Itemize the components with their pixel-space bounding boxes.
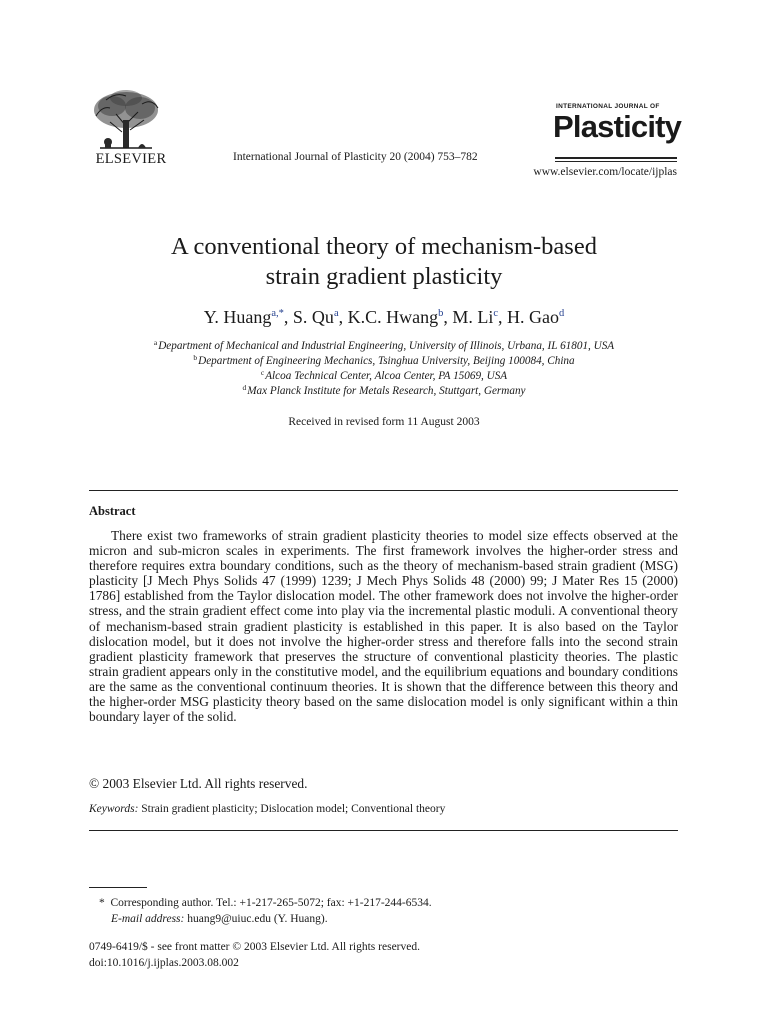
title-line: strain gradient plasticity — [265, 263, 503, 290]
email-label: E-mail address: — [111, 913, 185, 925]
author-separator: , — [283, 307, 293, 327]
author-affiliation-marker[interactable]: a,* — [271, 308, 284, 319]
footnote-marker: * — [99, 897, 105, 909]
author-name: K.C. Hwang — [347, 307, 439, 327]
affiliation — [60, 354, 708, 369]
footnote-line — [99, 911, 432, 927]
author-name: H. Gao — [507, 307, 560, 327]
journal-kicker: INTERNATIONAL JOURNAL OF — [556, 103, 660, 110]
keywords — [89, 803, 445, 815]
email-address[interactable]: huang9@uiuc.edu (Y. Huang). — [187, 913, 328, 925]
affiliation-marker: d — [242, 383, 247, 392]
affiliation-text: Department of Engineering Mechanics, Tsinghua University, Beijing 100084, China — [198, 355, 575, 367]
author-affiliation-marker[interactable]: b — [438, 308, 444, 319]
author-separator: , — [338, 307, 348, 327]
front-matter — [89, 939, 420, 971]
publisher-name: ELSEVIER — [95, 151, 167, 167]
journal-wordmark: Plasticity — [553, 109, 682, 144]
footnote-line — [99, 895, 432, 911]
author-name: S. Qu — [292, 307, 334, 327]
author-name: M. Li — [452, 307, 494, 327]
affiliation — [60, 369, 708, 384]
affiliation-text: Department of Mechanical and Industrial Engineering, University of Illinois, Urbana, IL 61801, USA — [158, 340, 615, 352]
affiliation-marker: c — [260, 368, 265, 377]
keywords-text: Strain gradient plasticity; Dislocation model; Conventional theory — [141, 803, 446, 815]
abstract-heading: Abstract — [89, 504, 136, 518]
author-separator: , — [443, 307, 453, 327]
header-rule — [555, 157, 677, 159]
affiliation — [60, 339, 708, 354]
abstract-copyright: © 2003 Elsevier Ltd. All rights reserved. — [89, 776, 308, 791]
journal-url[interactable]: www.elsevier.com/locate/ijplas — [533, 166, 677, 178]
author-affiliation-marker[interactable]: a — [333, 308, 339, 319]
affiliation-text: Alcoa Technical Center, Alcoa Center, PA 15069, USA — [265, 370, 508, 382]
header-rule — [555, 161, 677, 162]
abstract-body: There exist two frameworks of strain gradient plasticity theories to model size effects observed at the micron and sub-micron scales in experiments. The first framework involves the higher-order stress and therefore requires extra boundary conditions, such as the theory of mechanism-based strain gradient (MSG) plasticity [J Mech Phys Solids 47 (1999) 1239; J Mech Phys Solids 48 (2000) 99; J Mater Res 15 (2000) 1786] established from the Taylor dislocation model. The other framework does not involve the higher-order stress, and the strain gradient effect come into play via the incremental plastic moduli. A conventional theory of mechanism-based strain gradient plasticity is established in this paper. It is also based on the Taylor dislocation model, but it does not involve the higher-order stress and therefore falls into the second strain gradient plasticity framework that preserves the structure of conventional plasticity theories. The plastic strain gradient appears only in the constitutive model, and the equilibrium equations and boundary conditions are the same as the conventional continuum theories. It is shown that the difference between this theory and the higher-order MSG plasticity theory based on the same dislocation model is only significant within a thin boundary layer of the solid. — [89, 528, 678, 725]
affiliation — [60, 384, 708, 399]
paper-title — [60, 232, 708, 292]
author-name: Y. Huang — [203, 307, 272, 327]
section-divider — [89, 490, 678, 491]
received-date: Received in revised form 11 August 2003 — [288, 416, 480, 428]
footnote-corresponding: Corresponding author. Tel.: +1-217-265-5072; fax: +1-217-244-6534. — [110, 897, 432, 909]
issn-line: 0749-6419/$ - see front matter © 2003 Elsevier Ltd. All rights reserved. — [89, 941, 420, 953]
footnote-rule — [89, 887, 147, 888]
author-affiliation-marker[interactable]: c — [493, 308, 499, 319]
affiliation-text: Max Planck Institute for Metals Research, Stuttgart, Germany — [247, 385, 526, 397]
affiliation-marker: b — [193, 353, 198, 362]
keywords-label: Keywords: — [89, 803, 139, 815]
author-affiliation-marker[interactable]: d — [559, 308, 565, 319]
affiliation-marker: a — [153, 338, 158, 347]
corresponding-author-footnote — [99, 895, 432, 927]
affiliation-list — [60, 339, 708, 399]
author-separator: , — [498, 307, 508, 327]
section-divider — [89, 830, 678, 831]
journal-citation: International Journal of Plasticity 20 (2004) 753–782 — [233, 151, 478, 163]
doi[interactable]: doi:10.1016/j.ijplas.2003.08.002 — [89, 957, 239, 969]
author-list — [60, 307, 708, 328]
title-line: A conventional theory of mechanism-based — [171, 233, 597, 260]
